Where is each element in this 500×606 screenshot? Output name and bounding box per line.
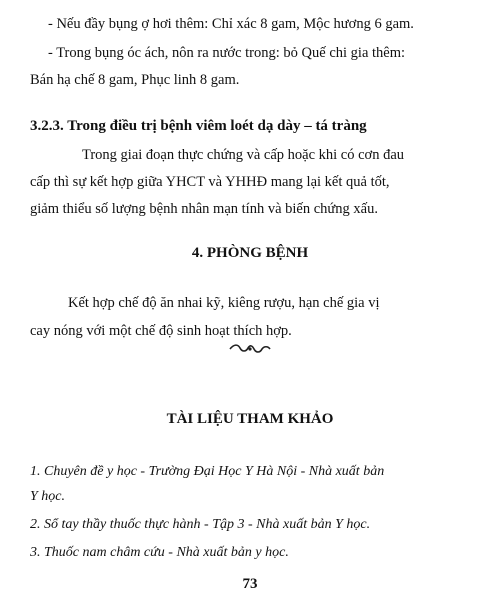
reference-1-line-2: Y học. <box>30 489 65 504</box>
section-4-line-2: cay nóng với một chế độ sinh hoạt thích hợp. <box>30 323 292 339</box>
reference-2: 2. Sổ tay thầy thuốc thực hành - Tập 3 - Nhà xuất bản Y học. <box>30 517 371 532</box>
page-number: 73 <box>242 576 258 592</box>
section-3-2-3-line-3: giảm thiểu số lượng bệnh nhân mạn tính và biến chứng xấu. <box>30 201 378 217</box>
body-line-1: - Nếu đầy bụng ợ hơi thêm: Chỉ xác 8 gam, Mộc hương 6 gam. <box>48 16 414 32</box>
section-3-2-3-line-1: Trong giai đoạn thực chứng và cấp hoặc khi có cơn đau <box>82 147 405 163</box>
section-4-heading: 4. PHÒNG BỆNH <box>191 245 309 261</box>
body-line-2: - Trong bụng óc ách, nôn ra nước trong: bỏ Quế chi gia thêm: <box>48 45 406 61</box>
section-4-line-1: Kết hợp chế độ ăn nhai kỹ, kiêng rượu, hạn chế gia vị <box>68 295 380 311</box>
section-3-2-3-line-2: cấp thì sự kết hợp giữa YHCT và YHHĐ mang lại kết quả tốt, <box>30 174 390 190</box>
references-heading: TÀI LIỆU THAM KHẢO <box>166 411 334 427</box>
body-line-3: Bán hạ chế 8 gam, Phục linh 8 gam. <box>30 72 240 88</box>
ornament-divider-icon <box>228 342 272 356</box>
section-3-2-3-heading: 3.2.3. Trong điều trị bệnh viêm loét dạ dày – tá tràng <box>30 118 367 134</box>
reference-1-line-1: 1. Chuyên đề y học - Trường Đại Học Y Hà Nội - Nhà xuất bản <box>30 464 385 479</box>
reference-3: 3. Thuốc nam châm cứu - Nhà xuất bản y học. <box>30 545 289 560</box>
